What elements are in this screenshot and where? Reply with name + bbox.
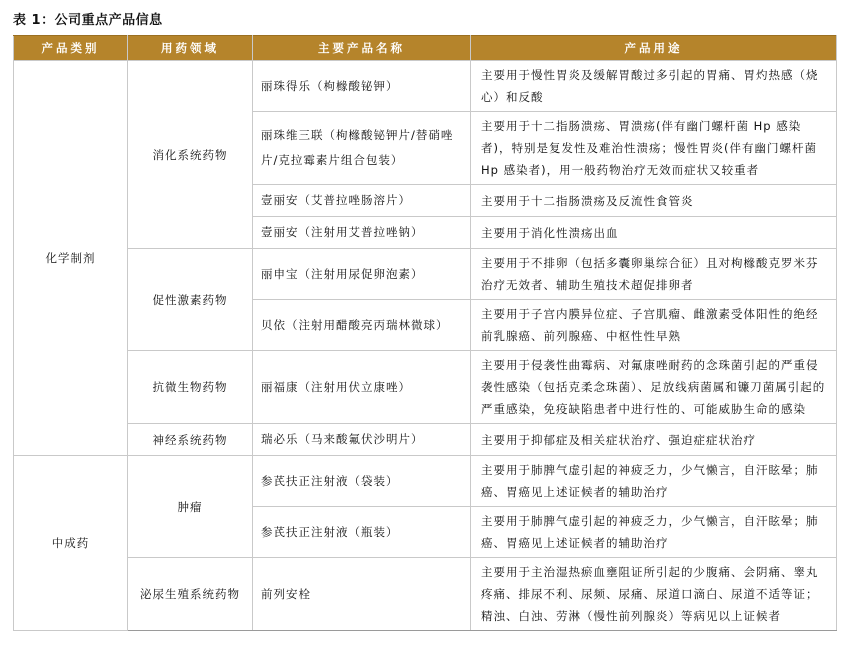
product-name-cell: 丽珠得乐（枸橼酸铋钾）: [253, 61, 471, 112]
table-header-row: [14, 36, 837, 61]
product-use-cell: 主要用于肺脾气虚引起的神疲乏力，少气懒言，自汗眩晕；肺癌、胃癌见上述证候者的辅助治疗: [471, 507, 837, 558]
product-name-cell: 瑞必乐（马来酸氟伏沙明片）: [253, 424, 471, 456]
area-cell: 抗微生物药物: [128, 351, 253, 424]
product-name-cell: 丽福康（注射用伏立康唑）: [253, 351, 471, 424]
product-use-cell: 主要用于十二指肠溃疡、胃溃疡(伴有幽门螺杆菌 Hp 感染者)，特别是复发性及难治性溃疡；慢性胃炎(伴有幽门螺杆菌 Hp 感染者)，用一般药物治疗无效而症状又较重者: [471, 112, 837, 185]
table-row: [14, 351, 837, 424]
table-caption: 表 1：公司重点产品信息: [13, 13, 163, 28]
column-header-category: 产品类别: [14, 36, 128, 61]
table-row: [14, 61, 837, 112]
table-row: [14, 456, 837, 507]
product-name-cell: 丽申宝（注射用尿促卵泡素）: [253, 249, 471, 300]
category-cell: 化学制剂: [14, 61, 128, 456]
product-use-cell: 主要用于侵袭性曲霉病、对氟康唑耐药的念珠菌引起的严重侵袭性感染（包括克柔念珠菌）、足放线病菌属和镰刀菌属引起的严重感染，免疫缺陷患者中进行性的、可能威胁生命的感染: [471, 351, 837, 424]
product-name-cell: 参芪扶正注射液（瓶装）: [253, 507, 471, 558]
product-use-cell: 主要用于不排卵（包括多囊卵巢综合征）且对枸橼酸克罗米芬治疗无效者、辅助生殖技术超促排卵者: [471, 249, 837, 300]
product-name-cell: 丽珠维三联（枸橼酸铋钾片/替硝唑片/克拉霉素片组合包装）: [253, 112, 471, 185]
column-header-use: 产品用途: [471, 36, 837, 61]
product-use-cell: 主要用于十二指肠溃疡及反流性食管炎: [471, 185, 837, 217]
product-use-cell: 主要用于子宫内膜异位症、子宫肌瘤、雌激素受体阳性的绝经前乳腺癌、前列腺癌、中枢性性早熟: [471, 300, 837, 351]
product-info-table: [13, 35, 837, 631]
product-use-cell: 主要用于抑郁症及相关症状治疗、强迫症症状治疗: [471, 424, 837, 456]
table-row: [14, 424, 837, 456]
column-header-product: 主要产品名称: [253, 36, 471, 61]
product-use-cell: 主要用于肺脾气虚引起的神疲乏力，少气懒言，自汗眩晕；肺癌、胃癌见上述证候者的辅助治疗: [471, 456, 837, 507]
product-name-cell: 贝依（注射用醋酸亮丙瑞林微球）: [253, 300, 471, 351]
area-cell: 消化系统药物: [128, 61, 253, 249]
area-cell: 促性激素药物: [128, 249, 253, 351]
product-name-cell: 壹丽安（注射用艾普拉唑钠）: [253, 217, 471, 249]
area-cell: 泌尿生殖系统药物: [128, 558, 253, 631]
product-name-cell: 参芪扶正注射液（袋装）: [253, 456, 471, 507]
product-name-cell: 前列安栓: [253, 558, 471, 631]
category-cell: 中成药: [14, 456, 128, 631]
column-header-area: 用药领域: [128, 36, 253, 61]
product-name-cell: 壹丽安（艾普拉唑肠溶片）: [253, 185, 471, 217]
table-row: [14, 558, 837, 631]
product-use-cell: 主要用于慢性胃炎及缓解胃酸过多引起的胃痛、胃灼热感（烧心）和反酸: [471, 61, 837, 112]
product-use-cell: 主要用于主治湿热瘀血壅阻证所引起的少腹痛、会阴痛、睾丸疼痛、排尿不利、尿频、尿痛、尿道口滴白、尿道不适等证；精浊、白浊、劳淋（慢性前列腺炎）等病见以上证候者: [471, 558, 837, 631]
product-use-cell: 主要用于消化性溃疡出血: [471, 217, 837, 249]
area-cell: 肿瘤: [128, 456, 253, 558]
area-cell: 神经系统药物: [128, 424, 253, 456]
table-row: [14, 249, 837, 300]
